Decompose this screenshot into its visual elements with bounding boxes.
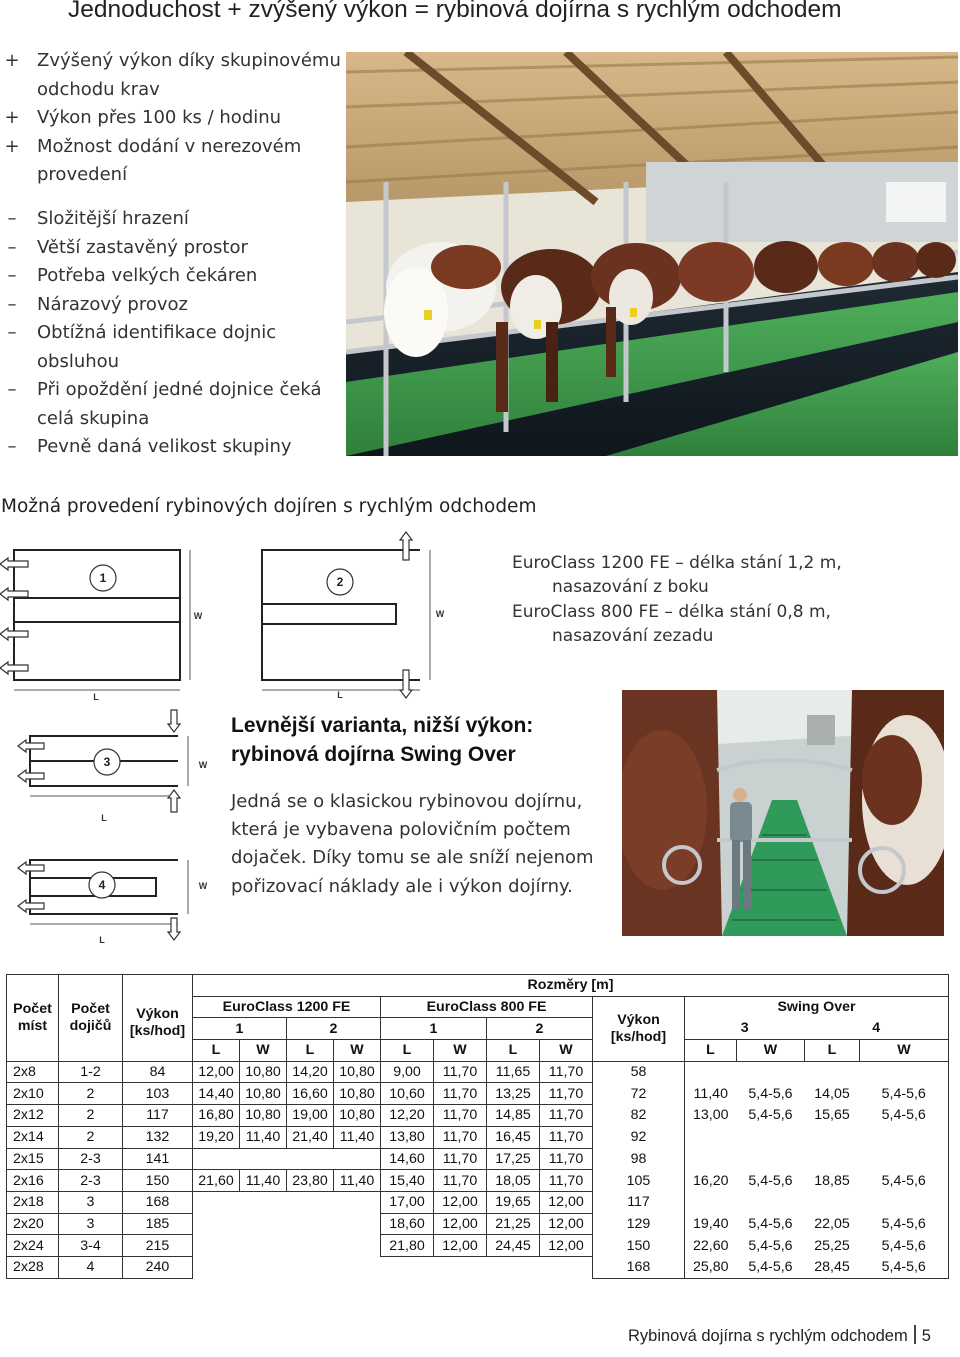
- table-cell: 14,20: [287, 1061, 334, 1083]
- table-cell: [240, 1213, 287, 1235]
- milker-in-pit-photo: [622, 690, 944, 936]
- table-cell: 12,20: [381, 1105, 434, 1127]
- table-cell: 11,70: [434, 1148, 487, 1170]
- table-cell: [193, 1256, 240, 1278]
- table-cell: 11,70: [540, 1170, 593, 1192]
- table-cell: 11,70: [540, 1105, 593, 1127]
- table-cell: [334, 1148, 381, 1170]
- table-cell: 11,40: [240, 1170, 287, 1192]
- table-cell: [685, 1148, 737, 1170]
- header-variant: 4: [805, 1018, 949, 1040]
- table-cell: 21,80: [381, 1235, 434, 1257]
- table-cell: 16,45: [487, 1126, 540, 1148]
- diagram-2-l-label: L: [337, 690, 343, 700]
- table-cell: 10,80: [240, 1083, 287, 1105]
- table-cell: [737, 1191, 805, 1213]
- table-cell: [334, 1235, 381, 1257]
- table-cell: 18,05: [487, 1170, 540, 1192]
- header-dimension: W: [240, 1040, 287, 1062]
- header-ec1200: EuroClass 1200 FE: [193, 996, 381, 1018]
- euroclass-1200-text: EuroClass 1200 FE – délka stání 1,2 m, nasazování z boku: [512, 553, 842, 597]
- header-variant: 1: [381, 1018, 487, 1040]
- list-item: [0, 319, 345, 376]
- table-cell: 12,00: [540, 1213, 593, 1235]
- table-cell: [805, 1148, 860, 1170]
- header-swing-over: Swing Over: [685, 996, 949, 1018]
- table-cell: 16,60: [287, 1083, 334, 1105]
- table-cell: 185: [123, 1213, 193, 1235]
- list-item-text: Potřeba velkých čekáren: [37, 265, 258, 286]
- table-cell: 5,4-5,6: [860, 1105, 949, 1127]
- table-cell: 2x18: [7, 1191, 59, 1213]
- table-cell: 14,05: [814, 1085, 850, 1102]
- table-cell: 25,25: [814, 1237, 850, 1254]
- table-cell: 5,4-5,6: [748, 1085, 793, 1102]
- table-cell: 132: [123, 1126, 193, 1148]
- table-cell: 5,4-5,6: [860, 1256, 949, 1278]
- table-cell: 19,40: [685, 1213, 737, 1235]
- minus-icon: –: [7, 322, 17, 343]
- table-cell: 2x12: [7, 1105, 59, 1127]
- table-cell: [737, 1148, 805, 1170]
- list-item-text: Zvýšený výkon díky skupinovému odchodu krav: [37, 50, 341, 100]
- table-cell: 19,20: [193, 1126, 240, 1148]
- table-cell: 22,05: [814, 1215, 850, 1232]
- table-cell: [381, 1256, 434, 1278]
- table-cell: [737, 1061, 805, 1083]
- table-cell: 2x16: [7, 1170, 59, 1192]
- diagram-2-w-label: W: [435, 609, 445, 619]
- parlour-cows-photo: [346, 52, 958, 456]
- table-cell: 11,70: [540, 1148, 593, 1170]
- table-cell: 19,00: [287, 1105, 334, 1127]
- table-cell: [287, 1235, 334, 1257]
- header-dimension: L: [193, 1040, 240, 1062]
- page-number: 5: [921, 1327, 931, 1345]
- table-cell: 9,00: [381, 1061, 434, 1083]
- table-row: [7, 1170, 949, 1192]
- list-item-text: Složitější hrazení: [37, 208, 189, 229]
- table-cell: 117: [123, 1105, 193, 1127]
- table-cell: 5,4-5,6: [748, 1237, 793, 1254]
- diagram-3-l-label: L: [101, 813, 107, 823]
- table-cell: [685, 1191, 737, 1213]
- cons-list: [0, 205, 345, 462]
- list-item: [0, 234, 345, 263]
- table-cell: [860, 1126, 949, 1148]
- table-cell: 2x14: [7, 1126, 59, 1148]
- table-cell: 5,4-5,6: [748, 1172, 793, 1189]
- minus-icon: –: [7, 293, 17, 315]
- table-cell: 18,85: [814, 1172, 850, 1189]
- table-cell: 13,80: [381, 1126, 434, 1148]
- table-row: [7, 1256, 949, 1278]
- diagram-1-number: 1: [99, 571, 107, 585]
- table-cell: 15,40: [381, 1170, 434, 1192]
- header-dimension: W: [434, 1040, 487, 1062]
- table-cell: 10,80: [240, 1061, 287, 1083]
- list-item-text: Pevně daná velikost skupiny: [37, 436, 292, 457]
- header-dimension: L: [381, 1040, 434, 1062]
- list-item: [0, 376, 345, 433]
- table-cell: [240, 1148, 287, 1170]
- table-cell: 141: [123, 1148, 193, 1170]
- plus-icon: +: [4, 50, 20, 71]
- page-title: Jednoduchost + zvýšený výkon = rybinová dojírna s rychlým odchodem: [68, 0, 842, 23]
- specifications-table: [6, 974, 949, 1279]
- euroclass-800-text: EuroClass 800 FE – délka stání 0,8 m, nasazování zezadu: [512, 602, 831, 646]
- table-cell: [805, 1126, 860, 1148]
- list-item-text: Možnost dodání v nerezovém provedení: [37, 135, 302, 185]
- table-cell: 25,80: [685, 1256, 737, 1278]
- table-cell: 11,40: [240, 1126, 287, 1148]
- header-pocet-mist: Počet míst: [7, 975, 59, 1062]
- table-cell: [860, 1191, 949, 1213]
- table-cell: 129: [593, 1213, 685, 1235]
- table-row: [7, 1105, 949, 1127]
- table-cell: 168: [593, 1256, 685, 1278]
- table-cell: 11,70: [434, 1105, 487, 1127]
- table-cell: 150: [593, 1235, 685, 1257]
- table-cell: 13,25: [487, 1083, 540, 1105]
- table-cell: 3: [59, 1213, 123, 1235]
- table-row: [7, 1213, 949, 1235]
- table-cell: [240, 1191, 287, 1213]
- table-row: [7, 1191, 949, 1213]
- header-dimension: L: [287, 1040, 334, 1062]
- table-cell: 28,45: [805, 1256, 860, 1278]
- plus-icon: +: [4, 135, 20, 157]
- table-cell: 22,60: [685, 1235, 737, 1257]
- header-dimension: W: [334, 1040, 381, 1062]
- list-item: [0, 133, 345, 190]
- table-cell: 2x20: [7, 1213, 59, 1235]
- table-cell: 14,85: [487, 1105, 540, 1127]
- table-cell: 2x10: [7, 1083, 59, 1105]
- table-cell: 11,40: [334, 1126, 381, 1148]
- table-cell: 3: [59, 1191, 123, 1213]
- table-cell: [334, 1191, 381, 1213]
- table-cell: 15,65: [814, 1107, 850, 1124]
- table-cell: [287, 1213, 334, 1235]
- table-cell: 17,00: [381, 1191, 434, 1213]
- table-row: [7, 1083, 949, 1105]
- header-dimension: L: [685, 1040, 737, 1062]
- swing-over-paragraph: Jedná se o klasickou rybinovou dojírnu, která je vybavena polovičním počtem dojaček. Díky tomu se ale sníží nejenom pořizovací náklady ale i výkon dojírny.: [231, 791, 594, 897]
- header-dimension: W: [540, 1040, 593, 1062]
- table-cell: 11,40: [334, 1170, 381, 1192]
- minus-icon: –: [7, 236, 17, 258]
- table-cell: 2: [59, 1105, 123, 1127]
- table-cell: 18,60: [381, 1213, 434, 1235]
- header-dimension: L: [487, 1040, 540, 1062]
- table-cell: 2x24: [7, 1235, 59, 1257]
- swing-over-heading: Levnější varianta, nižší výkon: rybinová dojírna Swing Over: [231, 714, 534, 766]
- table-cell: 168: [123, 1191, 193, 1213]
- header-dimension: L: [805, 1040, 860, 1062]
- table-cell: 5,4-5,6: [748, 1107, 793, 1124]
- minus-icon: –: [7, 436, 17, 457]
- table-cell: 21,60: [193, 1170, 240, 1192]
- table-cell: [685, 1126, 737, 1148]
- table-cell: [805, 1191, 860, 1213]
- table-cell: 5,4-5,6: [737, 1256, 805, 1278]
- table-cell: 2-3: [59, 1148, 123, 1170]
- table-cell: 11,70: [540, 1083, 593, 1105]
- table-cell: 14,60: [381, 1148, 434, 1170]
- list-item: [0, 291, 345, 320]
- header-vykon-2: Výkon [ks/hod]: [593, 996, 685, 1061]
- list-item: [0, 433, 345, 462]
- table-cell: [685, 1061, 737, 1083]
- table-cell: [434, 1256, 487, 1278]
- table-cell: 2x15: [7, 1148, 59, 1170]
- table-cell: 13,00: [685, 1105, 737, 1127]
- table-cell: 21,25: [487, 1213, 540, 1235]
- table-cell: 72: [593, 1083, 685, 1105]
- table-cell: 1-2: [59, 1061, 123, 1083]
- table-cell: 17,25: [487, 1148, 540, 1170]
- table-cell: [240, 1256, 287, 1278]
- table-cell: 14,40: [193, 1083, 240, 1105]
- list-item: [0, 47, 345, 104]
- table-cell: [287, 1256, 334, 1278]
- table-cell: 11,65: [487, 1061, 540, 1083]
- table-cell: 150: [123, 1170, 193, 1192]
- header-variant: 1: [193, 1018, 287, 1040]
- table-cell: 10,80: [334, 1083, 381, 1105]
- table-cell: 240: [123, 1256, 193, 1278]
- table-cell: 82: [593, 1105, 685, 1127]
- table-row: [7, 1126, 949, 1148]
- table-cell: 19,65: [487, 1191, 540, 1213]
- table-cell: [860, 1061, 949, 1083]
- table-cell: [193, 1213, 240, 1235]
- table-cell: 117: [593, 1191, 685, 1213]
- table-cell: 24,45: [487, 1235, 540, 1257]
- diagram-3-number: 3: [103, 755, 111, 769]
- diagram-1-w-label: W: [193, 611, 203, 621]
- table-cell: 10,80: [334, 1105, 381, 1127]
- header-variant: 2: [287, 1018, 381, 1040]
- table-cell: 11,70: [434, 1061, 487, 1083]
- table-cell: [287, 1191, 334, 1213]
- table-cell: 5,4-5,6: [860, 1213, 949, 1235]
- header-dimension: W: [860, 1040, 949, 1062]
- table-cell: 11,40: [685, 1083, 737, 1105]
- table-cell: 12,00: [540, 1191, 593, 1213]
- list-item-text: Obtížná identifikace dojnic obsluhou: [37, 322, 277, 372]
- table-cell: 11,70: [434, 1083, 487, 1105]
- table-cell: 103: [123, 1083, 193, 1105]
- plus-icon: +: [4, 107, 20, 128]
- table-cell: 4: [59, 1256, 123, 1278]
- table-cell: 12,00: [540, 1235, 593, 1257]
- table-cell: 2: [59, 1126, 123, 1148]
- table-cell: [540, 1256, 593, 1278]
- diagram-4-number: 4: [98, 878, 106, 892]
- table-cell: 105: [593, 1170, 685, 1192]
- table-cell: [193, 1148, 240, 1170]
- diagram-4-l-label: L: [99, 935, 105, 945]
- table-cell: [287, 1148, 334, 1170]
- page-footer: [628, 1325, 931, 1346]
- header-rozmery: Rozměry [m]: [193, 975, 949, 997]
- header-variant: 2: [487, 1018, 593, 1040]
- table-cell: 5,4-5,6: [860, 1235, 949, 1257]
- table-cell: 92: [593, 1126, 685, 1148]
- pros-list: [0, 47, 345, 190]
- list-item-text: Výkon přes 100 ks / hodinu: [37, 107, 282, 128]
- table-cell: 11,70: [540, 1061, 593, 1083]
- table-cell: 10,80: [240, 1105, 287, 1127]
- header-dimension: W: [737, 1040, 805, 1062]
- diagram-3-w-label: W: [198, 760, 208, 770]
- table-cell: 16,80: [193, 1105, 240, 1127]
- diagram-2-number: 2: [336, 575, 344, 589]
- table-cell: 11,70: [540, 1126, 593, 1148]
- table-cell: 12,00: [434, 1191, 487, 1213]
- table-cell: 12,00: [434, 1213, 487, 1235]
- table-cell: 2x28: [7, 1256, 59, 1278]
- list-item: [0, 262, 345, 291]
- list-item: [0, 205, 345, 234]
- table-cell: 2x8: [7, 1061, 59, 1083]
- table-cell: 12,00: [434, 1235, 487, 1257]
- table-cell: 23,80: [287, 1170, 334, 1192]
- table-cell: 10,60: [381, 1083, 434, 1105]
- table-cell: [805, 1061, 860, 1083]
- header-variant: 3: [685, 1018, 805, 1040]
- footer-text: Rybinová dojírna s rychlým odchodem: [628, 1327, 908, 1345]
- list-item: [0, 104, 345, 133]
- header-pocet-dojicu: Počet dojičů: [59, 975, 123, 1062]
- table-cell: [334, 1213, 381, 1235]
- table-cell: 16,20: [685, 1170, 737, 1192]
- table-cell: 98: [593, 1148, 685, 1170]
- minus-icon: –: [7, 379, 17, 400]
- table-cell: 21,40: [287, 1126, 334, 1148]
- table-cell: 215: [123, 1235, 193, 1257]
- table-cell: [860, 1148, 949, 1170]
- diagram-1-l-label: L: [93, 692, 99, 702]
- table-cell: 2: [59, 1083, 123, 1105]
- table-cell: 58: [593, 1061, 685, 1083]
- list-item-text: Při opoždění jedné dojnice čeká celá skupina: [37, 379, 322, 429]
- table-cell: 84: [123, 1061, 193, 1083]
- table-cell: 11,70: [434, 1126, 487, 1148]
- table-cell: 11,70: [434, 1170, 487, 1192]
- footer-divider: [914, 1325, 916, 1344]
- minus-icon: –: [7, 265, 17, 286]
- table-cell: [334, 1256, 381, 1278]
- table-row: [7, 1235, 949, 1257]
- table-cell: 5,4-5,6: [860, 1170, 949, 1192]
- table-cell: 10,80: [334, 1061, 381, 1083]
- table-cell: 12,00: [193, 1061, 240, 1083]
- table-cell: [487, 1256, 540, 1278]
- list-item-text: Nárazový provoz: [37, 293, 188, 315]
- table-cell: 5,4-5,6: [860, 1083, 949, 1105]
- header-vykon: Výkon [ks/hod]: [123, 975, 193, 1062]
- section-heading: Možná provedení rybinových dojíren s rychlým odchodem: [1, 496, 537, 517]
- table-cell: [193, 1191, 240, 1213]
- table-row: [7, 1061, 949, 1083]
- list-item-text: Větší zastavěný prostor: [37, 236, 248, 258]
- table-row: [7, 1148, 949, 1170]
- table-cell: 3-4: [59, 1235, 123, 1257]
- table-cell: [240, 1235, 287, 1257]
- minus-icon: –: [7, 208, 17, 229]
- diagram-4-w-label: W: [198, 881, 208, 891]
- table-cell: [193, 1235, 240, 1257]
- table-cell: [737, 1126, 805, 1148]
- table-cell: 5,4-5,6: [748, 1215, 793, 1232]
- header-ec800: EuroClass 800 FE: [381, 996, 593, 1018]
- table-cell: 2-3: [59, 1170, 123, 1192]
